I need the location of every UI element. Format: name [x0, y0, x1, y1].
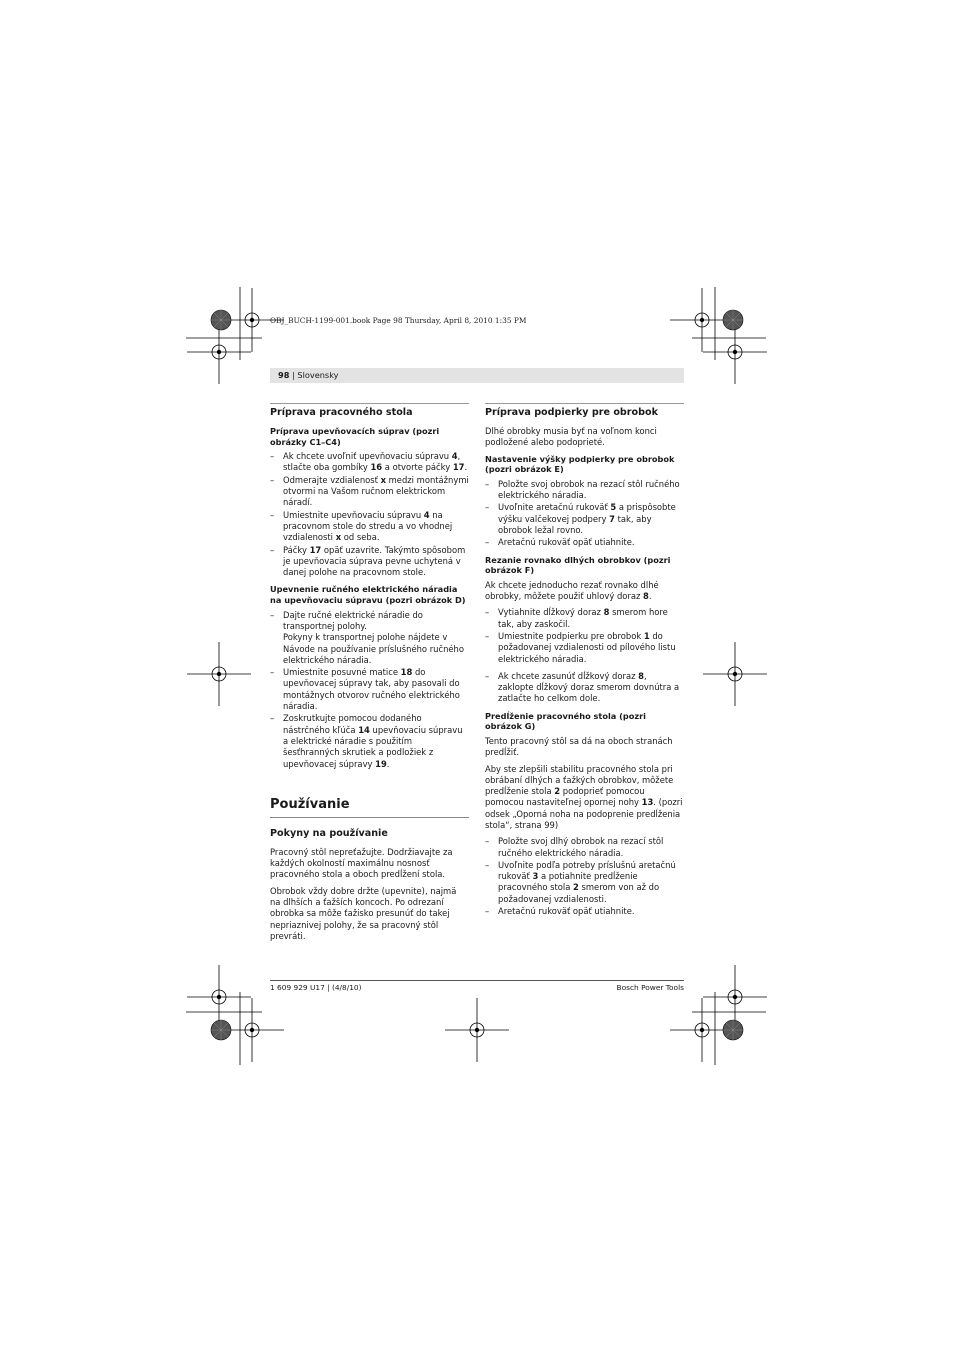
list-item: – Uvoľnite podľa potreby príslušnú aretačnú rukoväť 3 a potiahnite predĺženie pracovného stola 2 smerom von až do požadovanej vzdialenosti. — [485, 860, 684, 905]
list-item: – Odmerajte vzdialenosť x medzi montážnymi otvormi na Vašom ručnom elektrickom náradí. — [270, 475, 469, 509]
left-column — [270, 403, 469, 947]
list-item: – Umiestnite posuvné matice 18 do upevňovacej súpravy tak, aby pasovali do montážnych otvorov ručného elektrického náradia. — [270, 667, 469, 712]
paragraph: Aby ste zlepšili stabilitu pracovného stola pri obrábaní dlhých a ťažkých obrobkov, môžete predĺženie stola 2 podoprieť pomocou pomocou nastaviteľnej opornej nohy 13. (pozri odsek „Oporná noha na podoprenie predĺženia stola“, strana 99) — [485, 763, 683, 830]
list-item: – Aretačnú rukoväť opäť utiahnite. — [485, 537, 684, 548]
list-item: – Uvoľnite aretačnú rukoväť 5 a prispôsobte výšku valčekovej podpery 7 tak, aby obrobok ležal rovno. — [485, 502, 684, 536]
subsection-title: Nastavenie výšky podpierky pre obrobok (pozri obrázok E) — [485, 453, 675, 475]
section-title: Príprava pracovného stola — [270, 403, 469, 419]
paragraph: Dlhé obrobky musia byť na voľnom konci podložené alebo podoprieté. — [485, 426, 657, 448]
chapter-title: Používanie — [270, 797, 469, 818]
paragraph: Ak chcete jednoducho rezať rovnako dlhé obrobky, môžete použiť uhlový doraz 8. — [485, 579, 659, 602]
list-item: – Položte svoj obrobok na rezací stôl ručného elektrického náradia. — [485, 479, 684, 502]
section-title: Pokyny na používanie — [270, 827, 388, 839]
subsection-title: Predĺženie pracovného stola (pozri obrázok G) — [485, 710, 646, 732]
header-separator: | — [289, 370, 298, 380]
list-item: – Páčky 17 opäť uzavrite. Takýmto spôsobom je upevňovacia súprava pevne uchytená v danej polohe na pracovnom stole. — [270, 545, 469, 579]
page-header — [270, 368, 684, 383]
footer-doc-code: 1 609 929 U17 | (4/8/10) — [270, 983, 362, 992]
list-item: – Dajte ručné elektrické náradie do transportnej polohy. Pokyny k transportnej polohe nájdete v Návode na používanie príslušného ručného elektrického náradia. — [270, 610, 469, 666]
list-item: – Zoskrutkujte pomocou dodaného nástrčného kľúča 14 upevňovaciu súpravu a elektrické náradie s použitím šesťhranných skrutiek a podložiek z upevňovacej súpravy 19. — [270, 713, 469, 769]
paragraph: Pracovný stôl nepreťažujte. Dodržiavajte za každých okolností maximálnu nosnosť pracovného stola a oboch predĺžení stola. — [270, 846, 453, 880]
page-number: 98 — [278, 370, 290, 380]
subsection-title: Rezanie rovnako dlhých obrobkov (pozri obrázok F) — [485, 554, 671, 576]
header-language: Slovensky — [297, 370, 339, 380]
print-info-line: OBJ_BUCH-1199-001.book Page 98 Thursday, April 8, 2010 1:35 PM — [270, 316, 527, 325]
footer-rule — [270, 980, 684, 981]
list-item: – Vytiahnite dĺžkový doraz 8 smerom hore tak, aby zaskočil. — [485, 607, 684, 630]
list-item: – Ak chcete zasunúť dĺžkový doraz 8, zaklopte dĺžkový doraz smerom dovnútra a zatlačte ho celkom dole. — [485, 671, 684, 705]
paragraph: Tento pracovný stôl sa dá na oboch stranách predĺžiť. — [485, 735, 673, 758]
list-item: – Položte svoj dlhý obrobok na rezací stôl ručného elektrického náradia. — [485, 836, 684, 859]
paragraph: Obrobok vždy dobre držte (upevnite), najmä na dlhších a ťažších koncoch. Po odrezaní obrobka sa môže ťažisko presunúť do takej nepriaznivej polohy, že sa pracovný stôl prevráti. — [270, 885, 457, 941]
list-item: – Umiestnite upevňovaciu súpravu 4 na pracovnom stole do stredu a vo vhodnej vzdialenosti x od seba. — [270, 510, 469, 544]
list-item: – Aretačnú rukoväť opäť utiahnite. — [485, 906, 684, 917]
list-item: – Ak chcete uvoľniť upevňovaciu súpravu 4, stlačte oba gombíky 16 a otvorte páčky 17. — [270, 451, 469, 474]
list-item: – Umiestnite podpierku pre obrobok 1 do požadovanej vzdialenosti od pílového listu elektrického náradia. — [485, 631, 684, 665]
right-column — [485, 403, 684, 918]
subsection-title: Upevnenie ručného elektrického náradia na upevňovaciu súpravu (pozri obrázok D) — [270, 584, 466, 606]
footer-brand: Bosch Power Tools — [616, 983, 684, 992]
subsection-title: Príprava upevňovacích súprav (pozri obrázky C1–C4) — [270, 426, 440, 447]
section-title: Príprava podpierky pre obrobok — [485, 403, 684, 419]
list-item-note: Pokyny k transportnej polohe nájdete v Návode na používanie príslušného ručného elektrického náradia. — [283, 632, 464, 665]
